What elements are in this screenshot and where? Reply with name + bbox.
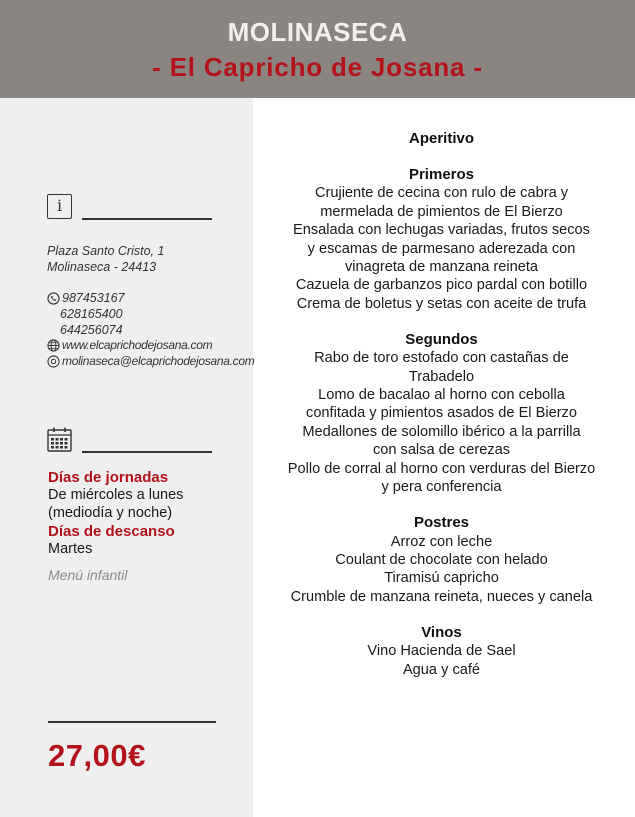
kids-menu-label: Menú infantil — [48, 567, 128, 583]
section-title-segundos: Segundos — [405, 330, 478, 348]
closed-day: Martes — [48, 541, 93, 557]
dish-line: Coulant de chocolate con helado — [335, 551, 548, 568]
section-title-aperitivo: Aperitivo — [408, 130, 474, 147]
dish-line: Pollo de corral al horno con verduras del Bierzo — [287, 460, 596, 477]
dish-line: y escamas de parmesano aderezada con — [307, 240, 576, 257]
dish-line: Arroz con leche — [390, 533, 493, 550]
dish-line: y pera conferencia — [381, 479, 502, 496]
globe-icon — [47, 339, 60, 352]
town-name: MOLINASECA — [227, 17, 408, 47]
dish-line: Rabo de toro estofado con castañas de — [314, 350, 569, 367]
section-title-primeros: Primeros — [408, 166, 475, 183]
schedule-divider — [82, 451, 212, 453]
dish-line: Tiramisú capricho — [384, 570, 499, 587]
dish-line: Trabadelo — [408, 368, 475, 385]
info-icon: i — [47, 194, 72, 219]
dish-line: Agua y café — [402, 661, 481, 678]
open-days-line: De miércoles a lunes — [48, 487, 184, 503]
phone-icon — [47, 292, 60, 305]
website-row — [47, 338, 212, 352]
info-divider — [82, 218, 212, 220]
website-link[interactable]: www.elcaprichodejosana.com — [62, 338, 213, 352]
dish-line: Vino Hacienda de Sael — [367, 643, 516, 660]
dish-line: Cazuela de garbanzos pico pardal con botillo — [295, 277, 588, 294]
menu-list — [253, 130, 630, 679]
phone-row — [60, 323, 123, 337]
dish-line: Medallones de solomillo ibérico a la parrilla — [302, 423, 581, 440]
phone-number[interactable]: 628165400 — [60, 307, 123, 321]
section-title-postres: Postres — [413, 514, 470, 532]
info-sidebar — [0, 98, 253, 817]
open-days-line: (mediodía y noche) — [48, 505, 173, 521]
dish-line: con salsa de cerezas — [372, 442, 511, 459]
phone-number[interactable]: 987453167 — [62, 291, 125, 305]
dish-line: Ensalada con lechugas variadas, frutos secos — [293, 222, 590, 239]
email-link[interactable]: molinaseca@elcaprichodejosana.com — [62, 354, 255, 368]
phone-row — [60, 307, 123, 321]
email-row — [47, 354, 254, 368]
phone-row — [47, 291, 125, 305]
address-line: Molinaseca - 24413 — [47, 260, 157, 274]
calendar-icon — [47, 427, 72, 452]
dish-line: mermelada de pimientos de El Bierzo — [320, 203, 563, 220]
header-banner — [0, 0, 635, 98]
dish-line: Crumble de manzana reineta, nueces y canela — [290, 588, 593, 605]
dish-line: Lomo de bacalao al horno con cebolla — [318, 387, 565, 404]
phone-number[interactable]: 644256074 — [60, 323, 123, 337]
address-line: Plaza Santo Cristo, 1 — [47, 244, 165, 258]
price-divider — [48, 721, 216, 723]
restaurant-name: - El Capricho de Josana - — [152, 52, 483, 82]
dish-line: vinagreta de manzana reineta — [344, 259, 539, 276]
dish-line: Crema de boletus y setas con aceite de trufa — [296, 295, 587, 312]
menu-price: 27,00€ — [48, 738, 146, 773]
at-icon — [47, 355, 60, 368]
open-days-title: Días de jornadas — [48, 469, 169, 486]
dish-line: confitada y pimientos asados de El Bierzo — [306, 405, 577, 422]
closed-days-title: Días de descanso — [48, 523, 175, 540]
section-title-vinos: Vinos — [421, 623, 462, 641]
dish-line: Crujiente de cecina con rulo de cabra y — [314, 185, 569, 202]
